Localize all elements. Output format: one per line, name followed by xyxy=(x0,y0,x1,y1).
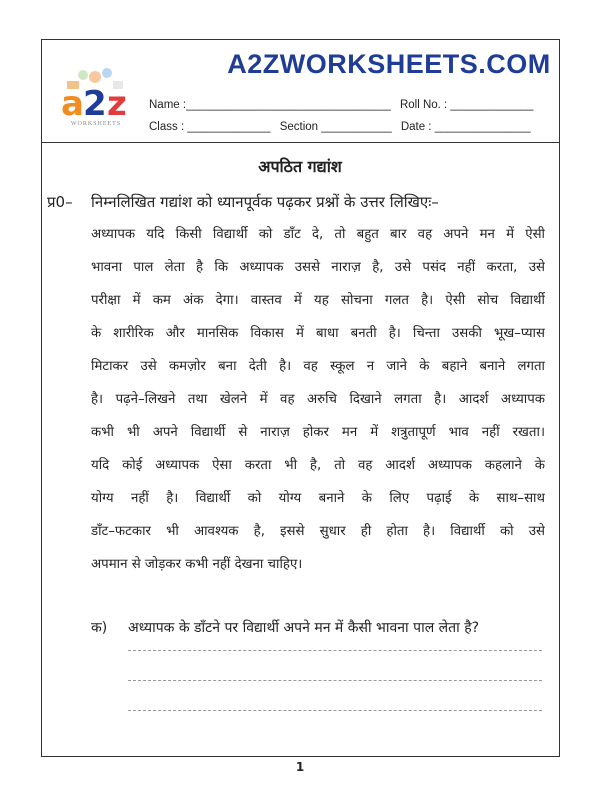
page-title: अपठित गद्यांश xyxy=(258,157,342,176)
logo-subtext: WORKSHEETS xyxy=(70,121,122,127)
class-field[interactable]: Class : _____________ xyxy=(149,121,271,133)
name-field[interactable]: Name :________________________________ xyxy=(149,99,391,111)
passage-line: योग्य नहीं है। विद्यार्थी को योग्य बनाने के लिए पढ़ाई के साथ–साथ xyxy=(91,491,545,506)
answer-line[interactable] xyxy=(128,710,542,711)
passage-line: भावना पाल लेता है कि अध्यापक उससे नाराज़ है, उसे पसंद नहीं करता, उसे xyxy=(91,260,545,275)
section-field[interactable]: Section ___________ xyxy=(279,121,392,133)
worksheet-header xyxy=(41,39,560,143)
fields-row-1 xyxy=(149,99,540,111)
passage-line: कभी भी अपने विद्यार्थी से नाराज़ होकर मन में शत्रुतापूर्ण भाव नहीं रखता। xyxy=(91,425,545,440)
passage-line: डाँट–फटकार भी आवश्यक है, इससे सुधार ही होता है। विद्यार्थी को उसे xyxy=(91,524,545,539)
date-field[interactable]: Date : _______________ xyxy=(400,121,531,133)
sub-question-letter: क) xyxy=(91,620,108,636)
passage-line: है। पढ़ने–लिखने तथा खेलने में वह अरुचि दिखाने लगता है। आदर्श अध्यापक xyxy=(91,392,545,407)
page-number: 1 xyxy=(295,760,305,774)
passage-line: के शारीरिक और मानसिक विकास में बाधा बनती है। चिन्ता उसकी भूख–प्यास xyxy=(91,326,545,341)
passage-line: अध्यापक यदि किसी विद्यार्थी को डाँट दे, तो बहुत बार वह अपने मन में ऐसी xyxy=(91,227,545,242)
passage-line: मिटाकर उसे कमज़ोर बना देती है। वह स्कूल न जाने के बहाने बनाने लगता xyxy=(91,359,545,374)
answer-line[interactable] xyxy=(128,650,542,651)
svg-text:2: 2 xyxy=(83,84,107,124)
passage-line: परीक्षा में कम अंक देगा। वास्तव में यह सोचना गलत है। ऐसी सोच विद्यार्थी xyxy=(91,293,545,308)
roll-no-field[interactable]: Roll No. : _____________ xyxy=(399,99,534,111)
sub-question-text: अध्यापक के डाँटने पर विद्यार्थी अपने मन में कैसी भावना पाल लेता है? xyxy=(128,620,480,636)
question-instruction: निम्नलिखित गद्यांश को ध्यानपूर्वक पढ़कर प्रश्नों के उत्तर लिखिएः– xyxy=(91,193,439,211)
svg-text:a: a xyxy=(61,84,84,124)
svg-text:z: z xyxy=(107,84,127,124)
answer-line[interactable] xyxy=(128,680,542,681)
passage-line: अपमान से जोड़कर कभी नहीं देखना चाहिए। xyxy=(91,557,303,572)
passage-line: यदि कोई अध्यापक ऐसा करता भी है, तो वह आदर्श अध्यापक कहलाने के xyxy=(91,458,545,473)
site-title: A2ZWORKSHEETS.COM xyxy=(227,49,551,79)
fields-row-2 xyxy=(149,121,537,133)
passage xyxy=(91,218,545,581)
question-number: प्र0– xyxy=(47,193,73,211)
logo-icon xyxy=(55,63,137,125)
